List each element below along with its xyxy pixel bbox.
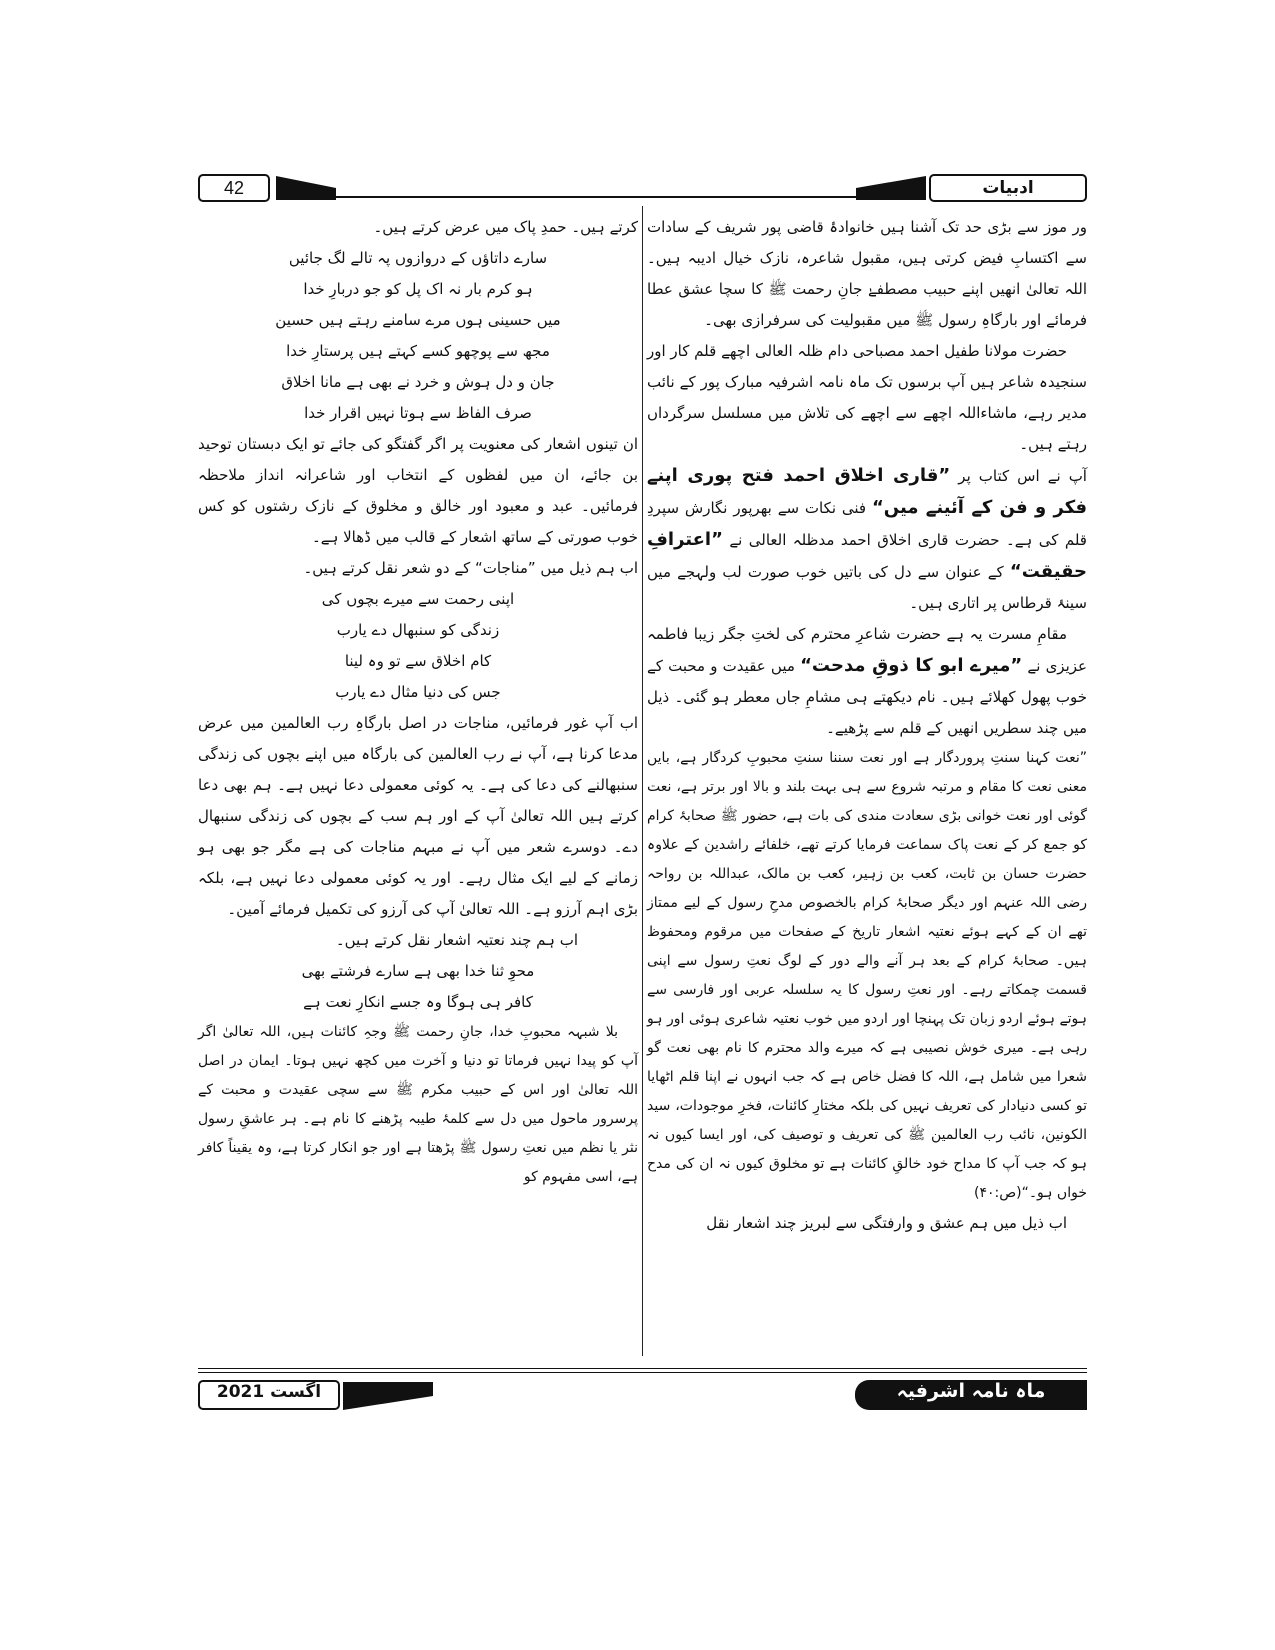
paragraph-text: آپ نے اس کتاب پر [958, 467, 1087, 485]
verse-line: جس کی دنیا مثال دے یارب [335, 683, 501, 701]
verse-line: محوِ ثنا خدا بھی ہے سارے فرشتے بھی [301, 962, 535, 980]
page-number: 42 [198, 174, 270, 202]
paragraph: اب ہم ذیل میں ”مناجات“ کے دو شعر نقل کرتے ہیں۔ [303, 559, 638, 577]
footer-rule-bottom [198, 1372, 1087, 1373]
verse-line: صرف الفاظ سے ہوتا نہیں اقرار خدا [304, 404, 532, 422]
paragraph: حضرت مولانا طفیل احمد مصباحی دام ظلہ العالی اچھے قلم کار اور سنجیدہ شاعر ہیں آپ برسوں تک ماہ نامہ اشرفیہ مبارک پور کے نائب مدیر رہے، ماشاءاللہ اچھے سے اچھے کی تلاش میں مسلسل سرگرداں رہتے ہیں۔ [647, 342, 1087, 453]
quoted-paragraph: ”نعت کہنا سنتِ پروردگار ہے اور نعت سننا سنتِ محبوبِ کردگار ہے، بایں معنی نعت کا مقام و مرتبہ شروع سے ہی بہت بلند و بالا اور برتر ہے، نعت گوئی اور نعت خوانی بڑی سعادت مندی کی بات ہے، حضور ﷺ صحابۂ کرام کو جمع کر کے نعت پاک سماعت فرمایا کرتے تھے، خلفائے راشدین کے علاوہ حضرت حسان بن ثابت، کعب بن زہیر، کعب بن مالک، عبداللہ بن رواحہ رضی اللہ عنہم اور دیگر صحابۂ کرام بالخصوص مدحِ رسول کے لیے ممتاز تھے ان کے کہے ہوئے نعتیہ اشعار تاریخ کے صفحات میں مرقوم ومحفوظ ہیں۔ صحابۂ کرام کے بعد ہر آنے والے دور کے لوگ نعتِ رسول سے اپنی قسمت چمکاتے رہے۔ اور نعتِ رسول کا یہ سلسلہ عربی اور فارسی سے ہوتے ہوئے اردو زبان تک پہنچا اور اردو میں خوب نعتیہ شاعری ہوئی اور ہو رہی ہے۔ میری خوش نصیبی ہے کہ میرے والد محترم کا نام بھی نعت گو شعرا میں شامل ہے، اللہ کا فضل خاص ہے کہ جب انہوں نے اپنا قلم اٹھایا تو کسی دنیادار کی تعریف نہیں کی بلکہ مختارِ کائنات، فخرِ موجودات، سید الکونین، نائب رب العالمین ﷺ کی تعریف و توصیف کی، اور ایسا کیوں نہ ہو کہ جب آپ کا مداح خود خالقِ کائنات ہے تو مخلوق کیوں نہ ان کی مدح خواں ہو۔“(ص:۴۰) [647, 750, 1087, 1201]
verse-line: سارے داتاؤں کے دروازوں پہ تالے لگ جائیں [288, 249, 548, 267]
paragraph: اب ہم چند نعتیہ اشعار نقل کرتے ہیں۔ [335, 931, 578, 949]
verse-line: جان و دل ہوش و خرد نے بھی ہے مانا اخلاق [281, 373, 555, 391]
section-title: ادبیات [929, 174, 1087, 202]
article-title: ”میرے ابو کا ذوقِ مدحت“ [800, 655, 1023, 676]
essay-title: ”اعترافِ حقیقت“ [647, 529, 1087, 582]
page-header [198, 174, 1087, 200]
footer-wedge [343, 1382, 433, 1410]
verse-line: ہو کرم بار نہ اک پل کو جو دربارِ خدا [303, 280, 533, 298]
paragraph: بلا شبہہ محبوبِ خدا، جانِ رحمت ﷺ وجہِ کائنات ہیں، اللہ تعالیٰ اگر آپ کو پیدا نہیں فرماتا تو دنیا و آخرت میں کچھ نہیں ہوتا۔ ایمان در اصل اللہ تعالیٰ اور اس کے حبیب مکرم ﷺ سے سچی عقیدت و محبت کے پرسرور ماحول میں دل سے کلمۂ طیبہ پڑھنے کا نام ہے۔ ہر عاشقِ رسول نثر یا نظم میں نعتِ رسول ﷺ پڑھتا ہے اور جو انکار کرتا ہے، وہ یقیناً کافر ہے، اسی مفہوم کو [198, 1024, 638, 1185]
magazine-name: ماہ نامہ اشرفیہ [855, 1380, 1087, 1410]
verse-line: مجھ سے پوچھو کسے کہتے ہیں پرستارِ خدا [286, 342, 550, 360]
right-column [647, 212, 1087, 1358]
paragraph [647, 460, 1087, 619]
issue-date: اگست 2021 [198, 1380, 340, 1410]
book-title: ”قاری اخلاق احمد فتح پوری اپنے فکر و فن کے آئینے میں“ [647, 465, 1087, 518]
paragraph-text: فنی نکات سے بھرپور نگارش سپردِ قلم کی ہے۔ حضرت قاری اخلاق احمد مدظلہ العالی نے [647, 499, 1087, 549]
header-rule [336, 196, 856, 198]
footer-rule-top [198, 1368, 1087, 1369]
paragraph: اب آپ غور فرمائیں، مناجات در اصل بارگاہِ رب العالمین میں عرض مدعا کرنا ہے، آپ نے رب العالمین کی بارگاہ میں اپنے بچوں کی زندگی سنبھالنے کی دعا کی ہے۔ یہ کوئی معمولی دعا نہیں ہے۔ ہم بھی دعا کرتے ہیں اللہ تعالیٰ آپ کے اور ہم سب کے بچوں کی زندگی سنبھال دے۔ دوسرے شعر میں آپ نے مبہم مناجات کی ہے مگر جو بھی ہو زمانے کے لیے ایک مثال رہے۔ اور یہ کوئی معمولی دعا نہیں ہے، بلکہ بڑی اہم آرزو ہے۔ اللہ تعالیٰ آپ کی آرزو کی تکمیل فرمائے آمین۔ [198, 714, 638, 918]
verse-line: کام اخلاق سے تو وہ لینا [344, 652, 492, 670]
column-divider [642, 206, 643, 1356]
verse-line: میں حسینی ہوں مرے سامنے رہتے ہیں حسین [275, 311, 561, 329]
verse-line: کافر ہی ہوگا وہ جسے انکارِ نعت ہے [303, 993, 533, 1011]
paragraph-text: مقامِ مسرت یہ ہے حضرت شاعرِ محترم کی لختِ جگر زیبا فاطمہ عزیزی نے [647, 625, 1087, 675]
paragraph [647, 619, 1087, 744]
paragraph-text: میں عقیدت و محبت کے خوب پھول کھلائے ہیں۔ نام دیکھتے ہی مشامِ جاں معطر ہو گئی۔ ذیل میں چند سطریں انھیں کے قلم سے پڑھیے۔ [647, 657, 1087, 737]
paragraph-text: کے عنوان سے دل کی باتیں خوب صورت لب ولہجے میں سینۂ قرطاس پر اتاری ہیں۔ [647, 563, 1087, 612]
header-left-wedge [276, 176, 336, 200]
paragraph: اب ذیل میں ہم عشق و وارفتگی سے لبریز چند اشعار نقل [706, 1214, 1067, 1232]
page-footer [198, 1368, 1087, 1408]
paragraph: ان تینوں اشعار کی معنویت پر اگر گفتگو کی جائے تو ایک دبستان توحید بن جائے، ان میں لفظوں کے انتخاب اور شاعرانہ انداز ملاحظہ فرمائیں۔ عبد و معبود اور خالق و مخلوق کے نازک رشتوں کو کس خوب صورتی کے ساتھ اشعار کے قالب میں ڈھالا ہے۔ [198, 435, 638, 546]
verse-line: زندگی کو سنبھال دے یارب [336, 621, 500, 639]
verse-line: اپنی رحمت سے میرے بچوں کی [321, 590, 515, 608]
paragraph: ور موز سے بڑی حد تک آشنا ہیں خانوادۂ قاضی پور شریف کے سادات سے اکتسابِ فیض کرتی ہیں، مقبول شاعرہ، نازک خیال ادیبہ ہیں۔ اللہ تعالیٰ انھیں اپنے حبیب مصطفےٰ جانِ رحمت ﷺ کا سچا عشق عطا فرمائے اور بارگاہِ رسول ﷺ میں مقبولیت کی سرفرازی بھی۔ [647, 218, 1087, 329]
paragraph: کرتے ہیں۔ حمدِ پاک میں عرض کرتے ہیں۔ [373, 218, 638, 236]
header-right-wedge [856, 176, 926, 200]
left-column [198, 212, 638, 1358]
